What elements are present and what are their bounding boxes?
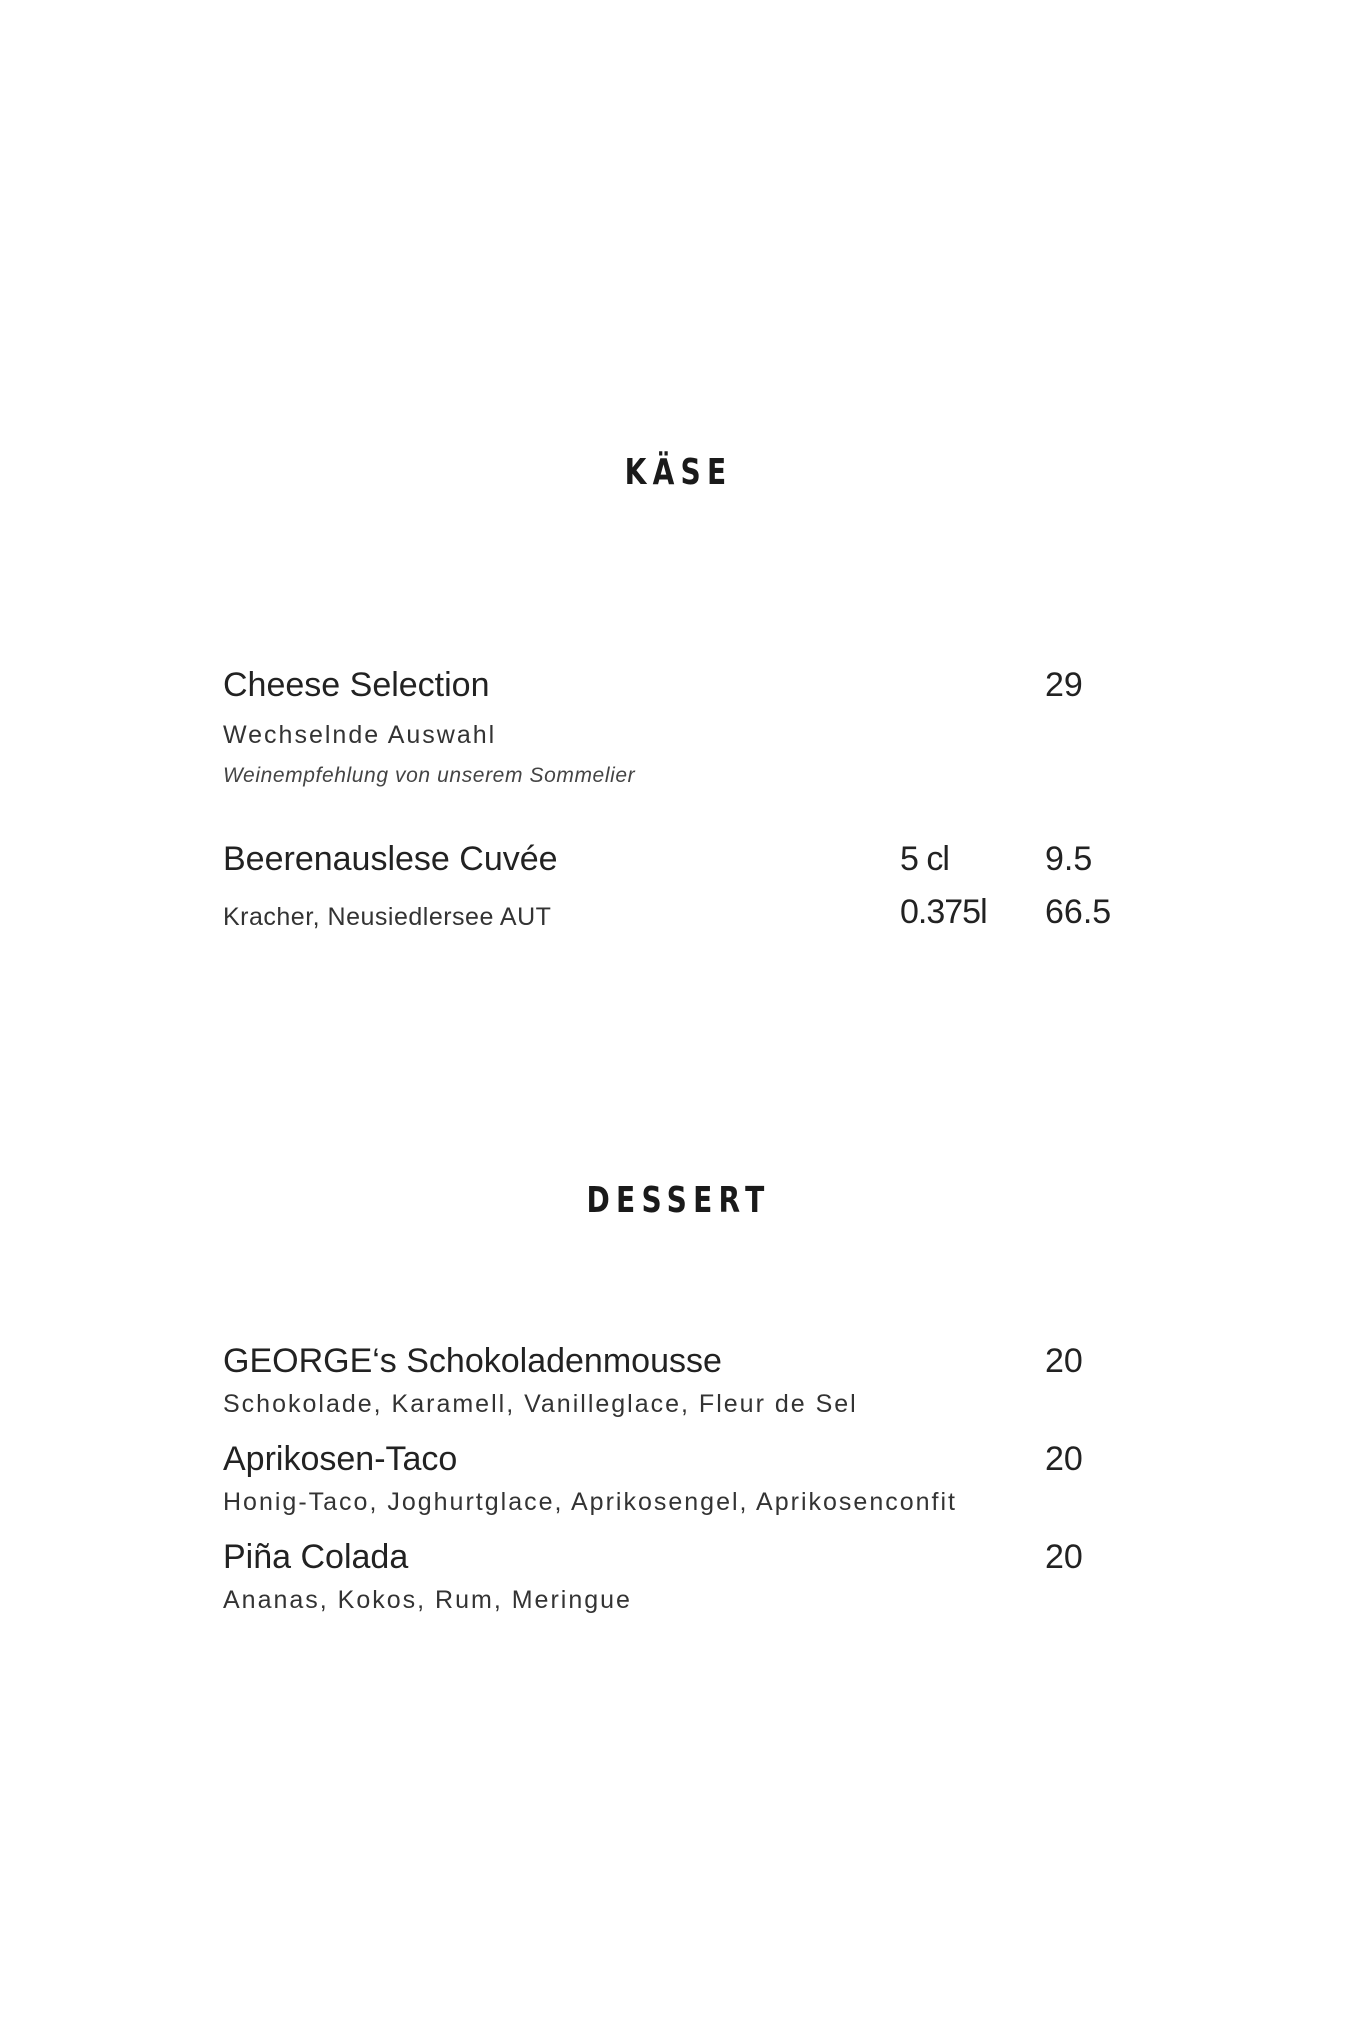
wine-price-bottle: 66.5 <box>1045 893 1112 931</box>
dessert-item-price: 20 <box>1045 1342 1083 1380</box>
dessert-item-price: 20 <box>1045 1440 1083 1478</box>
dessert-item-description: Ananas, Kokos, Rum, Meringue <box>223 1586 632 1614</box>
cheese-selection-price: 29 <box>1045 666 1083 704</box>
wine-price-small: 9.5 <box>1045 840 1093 878</box>
wine-size-bottle: 0.375l <box>900 893 987 931</box>
section-heading-kaese: KÄSE <box>624 452 733 493</box>
dessert-item-name: Piña Colada <box>223 1538 409 1576</box>
sommelier-note: Weinempfehlung von unserem Sommelier <box>223 764 636 787</box>
wine-name: Beerenauslese Cuvée <box>223 840 558 878</box>
dessert-item-description: Schokolade, Karamell, Vanilleglace, Fleur de Sel <box>223 1390 858 1418</box>
cheese-selection-description: Wechselnde Auswahl <box>223 721 497 749</box>
dessert-item-name: GEORGE‘s Schokoladenmousse <box>223 1342 722 1380</box>
dessert-item-description: Honig-Taco, Joghurtglace, Aprikosengel, Aprikosenconfit <box>223 1488 957 1516</box>
section-heading-dessert: DESSERT <box>586 1180 771 1221</box>
wine-size-small: 5 cl <box>900 840 949 878</box>
wine-producer: Kracher, Neusiedlersee AUT <box>223 903 552 931</box>
dessert-item-name: Aprikosen-Taco <box>223 1440 458 1478</box>
dessert-item-price: 20 <box>1045 1538 1083 1576</box>
cheese-selection-name: Cheese Selection <box>223 666 490 704</box>
